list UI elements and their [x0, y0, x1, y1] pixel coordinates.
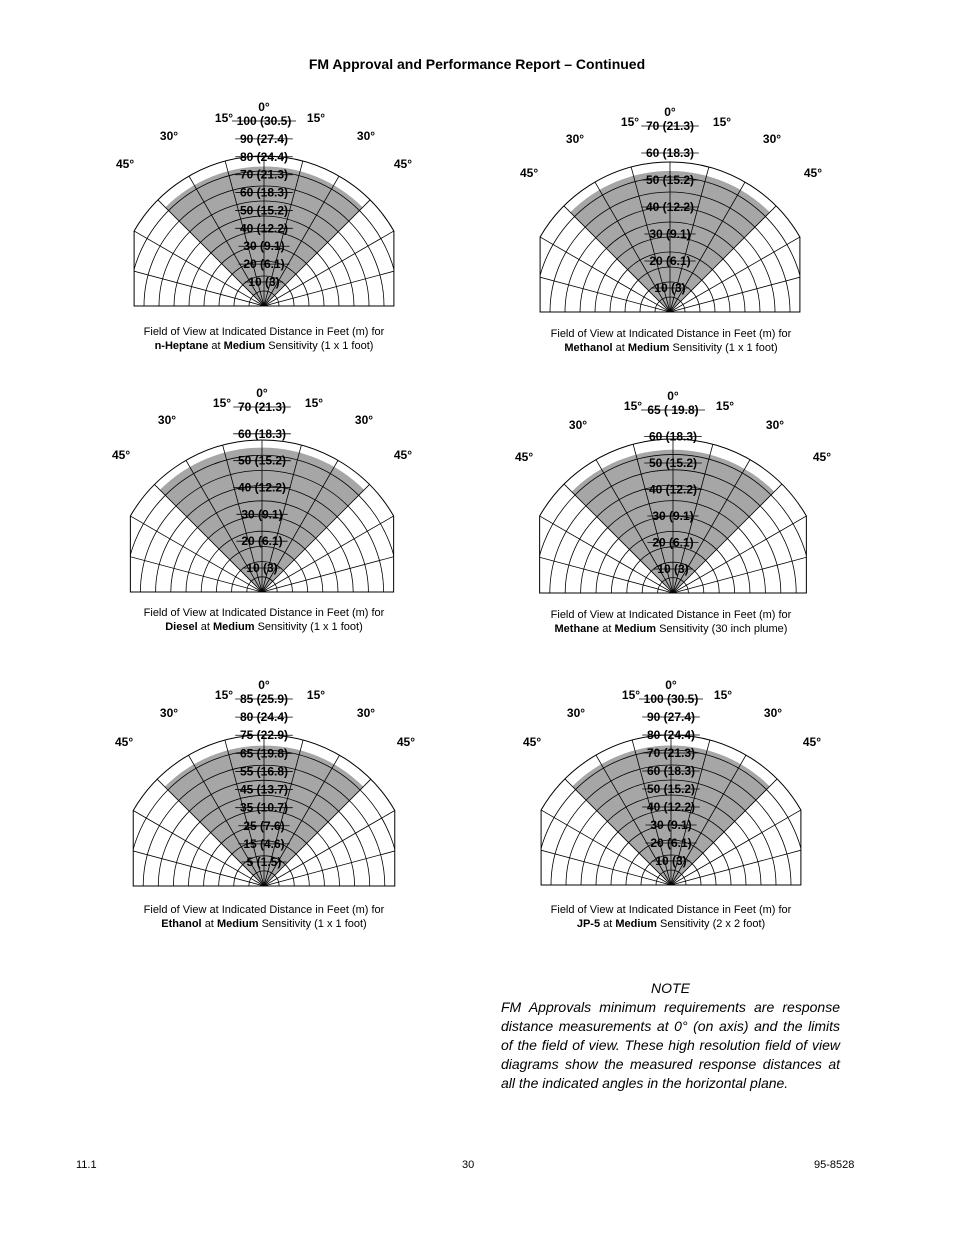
sensitivity-suffix: Sensitivity (30 inch plume) [659, 623, 788, 635]
distance-label: 5 (1.5) [246, 855, 282, 869]
angle-label-45-right: 45° [393, 157, 412, 171]
distance-label: 85 (25.9) [239, 692, 289, 706]
angle-label-45-left: 45° [523, 735, 542, 749]
distance-label: 40 (12.2) [239, 221, 289, 236]
angle-label-0: 0° [256, 386, 268, 400]
distance-label: 100 (30.5) [236, 114, 292, 128]
caption-line-1: Field of View at Indicated Distance in Feet (m) for [550, 609, 792, 621]
at-word: at [602, 623, 612, 635]
distance-label: 30 (9.1) [650, 818, 692, 832]
fov-chart [116, 92, 412, 308]
distance-label: 80 (24.4) [646, 728, 696, 742]
fov-chart [515, 382, 831, 595]
caption-line-2 [471, 341, 871, 355]
fov-diagram-ethanol [115, 675, 415, 888]
angle-label-0: 0° [665, 678, 677, 692]
angle-label-0: 0° [664, 105, 676, 119]
at-word: at [200, 621, 210, 633]
caption-line-1: Field of View at Indicated Distance in Feet (m) for [143, 326, 385, 338]
sensitivity-suffix: Sensitivity (1 x 1 foot) [672, 342, 778, 354]
distance-label: 20 (6.1) [243, 257, 285, 272]
angle-label-30-left: 30° [159, 706, 179, 720]
distance-label: 55 (16.8) [239, 764, 289, 779]
caption-line-2 [471, 917, 871, 931]
fov-diagram-diesel [112, 380, 412, 594]
fuel-name: Methanol [564, 342, 613, 354]
distance-label: 50 (15.2) [239, 203, 289, 218]
distance-label: 50 (15.2) [645, 173, 695, 187]
caption-line-2 [64, 917, 464, 931]
distance-label: 70 (21.3) [239, 167, 289, 182]
caption-jp-5 [471, 903, 871, 931]
distance-label: 10 (3) [655, 854, 687, 868]
distance-label: 40 (12.2) [645, 200, 695, 214]
sensitivity-suffix: Sensitivity (1 x 1 foot) [261, 918, 367, 930]
distance-label: 20 (6.1) [241, 534, 283, 549]
angle-label-45-left: 45° [520, 166, 539, 180]
distance-label: 60 (18.3) [648, 429, 698, 444]
note-body: FM Approvals minimum requirements are response distance measurements at 0° (on axis) and the limits of the field of view. These high resolution field of view diagrams show the measured response distances at all the indicated angles in the horizontal plane. [501, 999, 840, 1091]
caption-methanol [471, 327, 871, 355]
angle-label-45-left: 45° [116, 157, 135, 171]
sensitivity-suffix: Sensitivity (1 x 1 foot) [257, 621, 363, 633]
distance-label: 10 (3) [246, 561, 278, 575]
angle-label-30-right: 30° [765, 418, 785, 432]
distance-label: 30 (9.1) [652, 509, 694, 523]
distance-label: 45 (13.7) [239, 782, 289, 797]
note-box [501, 979, 840, 1093]
fuel-name: JP-5 [576, 918, 601, 930]
fov-chart [115, 675, 415, 888]
note-title: NOTE [651, 980, 690, 996]
distance-label: 20 (6.1) [650, 836, 692, 850]
angle-label-15-left: 15° [212, 396, 232, 410]
angle-label-15-right: 15° [306, 111, 326, 125]
distance-label: 10 (3) [654, 281, 686, 295]
distance-label: 80 (24.4) [239, 710, 289, 725]
sensitivity-level: Medium [627, 342, 670, 354]
distance-label: 35 (10.7) [239, 800, 289, 815]
distance-label: 10 (3) [248, 275, 280, 289]
caption-line-2 [64, 620, 464, 634]
angle-label-30-left: 30° [565, 132, 585, 146]
angle-label-45-right: 45° [396, 735, 415, 749]
fuel-name: Methane [554, 623, 600, 635]
fov-diagram-methane [515, 382, 831, 595]
angle-label-30-right: 30° [762, 132, 782, 146]
angle-label-30-right: 30° [356, 129, 376, 143]
distance-label: 30 (9.1) [243, 239, 285, 254]
angle-label-15-right: 15° [712, 115, 732, 129]
at-word: at [211, 340, 221, 352]
caption-line-1: Field of View at Indicated Distance in Feet (m) for [143, 607, 385, 619]
page-title: FM Approval and Performance Report – Continued [308, 56, 646, 72]
angle-label-30-right: 30° [763, 706, 783, 720]
angle-label-45-right: 45° [393, 448, 412, 462]
sensitivity-level: Medium [216, 918, 259, 930]
angle-label-0: 0° [667, 389, 679, 403]
distance-label: 20 (6.1) [652, 535, 694, 550]
fuel-name: n-Heptane [154, 340, 209, 352]
distance-label: 25 (7.6) [243, 818, 285, 833]
caption-n-heptane [64, 325, 464, 353]
distance-label: 70 (21.3) [645, 119, 695, 133]
angle-label-15-left: 15° [621, 688, 641, 702]
caption-methane [471, 608, 871, 636]
distance-label: 10 (3) [657, 562, 689, 576]
caption-line-1: Field of View at Indicated Distance in Feet (m) for [550, 328, 792, 340]
angle-label-15-left: 15° [214, 688, 234, 702]
angle-label-45-right: 45° [812, 450, 831, 464]
angle-label-45-right: 45° [803, 166, 822, 180]
angle-label-15-left: 15° [623, 399, 643, 413]
fov-diagram-methanol [520, 100, 822, 314]
fov-diagram-n-heptane [116, 92, 412, 308]
angle-label-30-left: 30° [159, 129, 179, 143]
angle-label-15-right: 15° [306, 688, 326, 702]
angle-label-15-right: 15° [713, 688, 733, 702]
sensitivity-level: Medium [223, 340, 266, 352]
angle-label-30-right: 30° [356, 706, 376, 720]
at-word: at [603, 918, 613, 930]
angle-label-15-right: 15° [304, 396, 324, 410]
angle-label-45-left: 45° [515, 450, 534, 464]
fov-chart [523, 675, 821, 887]
fov-diagram-jp-5 [523, 675, 821, 887]
footer-document-number: 95-8528 [814, 1159, 855, 1171]
distance-label: 75 (22.9) [239, 728, 289, 743]
fov-chart [520, 100, 822, 314]
distance-label: 30 (9.1) [649, 227, 691, 241]
distance-label: 50 (15.2) [237, 453, 287, 468]
at-word: at [204, 918, 214, 930]
distance-label: 70 (21.3) [646, 746, 696, 760]
angle-label-30-left: 30° [568, 418, 588, 432]
distance-label: 60 (18.3) [646, 764, 696, 778]
angle-label-45-right: 45° [802, 735, 821, 749]
caption-line-2 [471, 622, 871, 636]
fuel-name: Ethanol [161, 918, 202, 930]
distance-label: 80 (24.4) [239, 149, 289, 164]
angle-label-15-left: 15° [620, 115, 640, 129]
distance-label: 40 (12.2) [646, 800, 696, 814]
caption-line-1: Field of View at Indicated Distance in Feet (m) for [143, 904, 385, 916]
distance-label: 50 (15.2) [646, 782, 696, 796]
angle-label-0: 0° [258, 678, 270, 692]
distance-label: 15 (4.6) [243, 836, 285, 851]
distance-label: 100 (30.5) [643, 692, 699, 706]
sensitivity-suffix: Sensitivity (2 x 2 foot) [660, 918, 766, 930]
caption-ethanol [64, 903, 464, 931]
distance-label: 40 (12.2) [237, 480, 287, 495]
distance-label: 90 (27.4) [239, 131, 289, 146]
angle-label-45-left: 45° [115, 735, 134, 749]
distance-label: 20 (6.1) [649, 254, 691, 268]
distance-label: 40 (12.2) [648, 482, 698, 497]
angle-label-30-right: 30° [354, 413, 374, 427]
distance-label: 65 ( 19.8) [647, 403, 699, 417]
footer-page-number: 30 [462, 1159, 475, 1171]
fuel-name: Diesel [165, 621, 198, 633]
sensitivity-level: Medium [212, 621, 255, 633]
distance-label: 50 (15.2) [648, 456, 698, 470]
distance-label: 60 (18.3) [237, 426, 287, 441]
distance-label: 70 (21.3) [237, 400, 287, 414]
distance-label: 60 (18.3) [645, 146, 695, 160]
angle-label-45-left: 45° [112, 448, 131, 462]
angle-label-15-right: 15° [715, 399, 735, 413]
angle-label-0: 0° [258, 100, 270, 114]
caption-line-2 [64, 339, 464, 353]
fov-chart [112, 380, 412, 594]
distance-label: 60 (18.3) [239, 185, 289, 200]
sensitivity-suffix: Sensitivity (1 x 1 foot) [268, 340, 374, 352]
footer-revision: 11.1 [76, 1159, 97, 1171]
caption-line-1: Field of View at Indicated Distance in Feet (m) for [550, 904, 792, 916]
at-word: at [615, 342, 625, 354]
distance-label: 30 (9.1) [241, 507, 283, 522]
angle-label-30-left: 30° [566, 706, 586, 720]
distance-label: 65 (19.8) [239, 746, 289, 761]
caption-diesel [64, 606, 464, 634]
sensitivity-level: Medium [614, 623, 657, 635]
sensitivity-level: Medium [615, 918, 657, 930]
distance-label: 90 (27.4) [646, 710, 696, 724]
angle-label-30-left: 30° [157, 413, 177, 427]
angle-label-15-left: 15° [214, 111, 234, 125]
